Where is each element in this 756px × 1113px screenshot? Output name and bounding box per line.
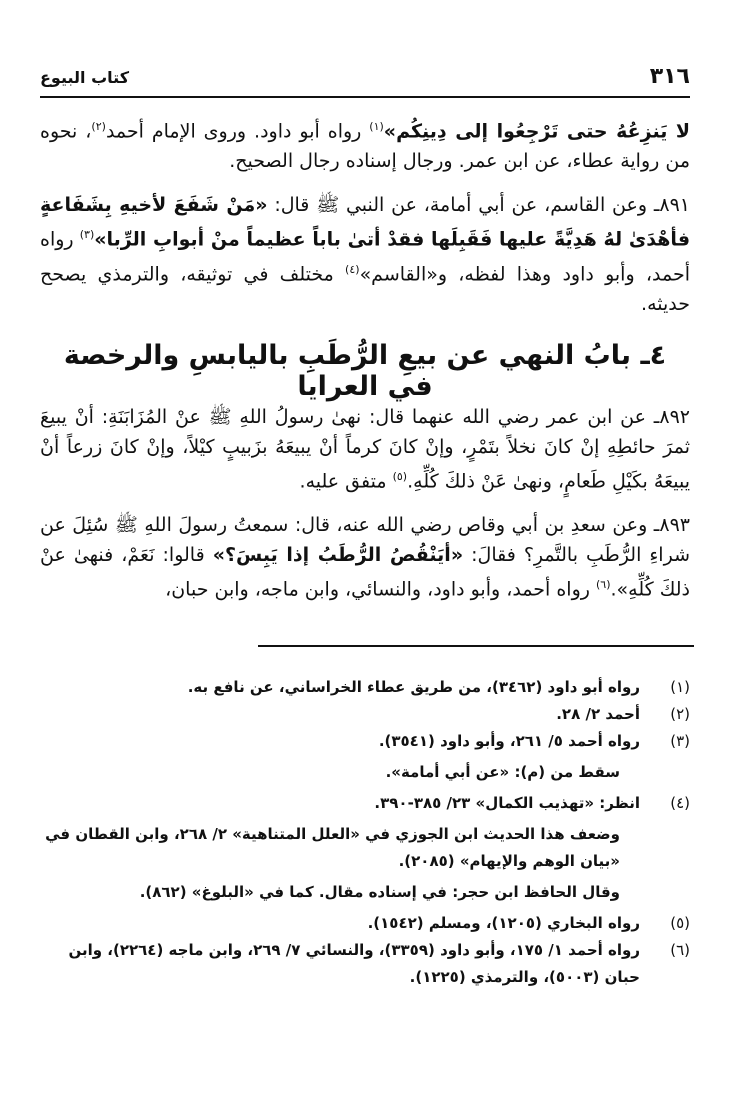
footnote-text: انظر: «تهذيب الكمال» ٢٣/ ٣٨٥-٣٩٠. [374,794,640,812]
footnote-text: رواه أحمد ٥/ ٢٦١، وأبو داود (٣٥٤١). [378,732,640,750]
footnote-divider [258,645,694,647]
page-header [40,62,690,98]
hadith-893-tail: رواه أحمد، وأبو داود، والنسائي، وابن ماجه، وابن حبان، [165,578,596,601]
footnote-number: (٥) [670,914,690,932]
footnote-number: (٢) [670,705,690,723]
footnote-3-note: سقط من (م): «عن أبي أمامة». [385,763,620,781]
footnote-4-note-2: وقال الحافظ ابن حجر: في إسناده مقال. كما في «البلوغ» (٨٦٢). [139,883,620,901]
footnote-3 [40,728,690,755]
footnote-ref-4: (٤) [345,262,360,276]
footnote-2 [40,701,690,728]
footnote-4 [40,790,690,817]
footnote-text: رواه البخاري (١٢٠٥)، ومسلم (١٥٤٢). [367,914,640,932]
intro-quote: لا يَنزِعُهُ حتى تَرْجِعُوا إلى دِينِكُم» [383,120,691,143]
footnote-number: (٦) [670,941,690,959]
hadith-892 [40,402,690,496]
footnotes [40,674,690,991]
chapter-heading: ٤ـ بابُ النهي عن بيعِ الرُّطَبِ باليابسِ والرخصة في العرايا [63,340,667,402]
hadith-891-lead: ٨٩١ـ وعن القاسم، عن أبي أمامة، عن النبي ﷺ قال: [267,194,691,217]
page-number: ٣١٦ [649,64,690,89]
footnote-ref-6: (٦) [595,578,611,592]
hadith-891-text-1: رواه أحمد، وأبو داود وهذا لفظه، و«القاسم» [40,228,690,285]
hadith-891-text-2: مختلف في توثيقه، والترمذي يصحح حديثه. [40,262,690,315]
hadith-893-text-2: قالوا: نَعَمْ، فنهىٰ عنْ ذلكَ كُلِّهِ». [40,544,690,601]
footnote-number: (١) [670,678,690,696]
hadith-893-quote: «أيَنْقُصُ الرُّطَبُ إذا يَبِسَ؟» [212,544,464,567]
footnote-text: أحمد ٢/ ٢٨. [556,705,640,723]
footnote-ref-1: (١) [369,120,384,133]
intro-text-2: ، نحوه من رواية عطاء، عن ابن عمر. ورجال إسناده رجال الصحيح. [40,120,690,173]
hadith-893 [40,510,690,604]
footnote-text: رواه أحمد ١/ ١٧٥، وأبو داود (٣٣٥٩)، والنسائي ٧/ ٢٦٩، وابن ماجه (٢٢٦٤)، وابن حبان (٥٠٠٣)، والترمذي (١٢٢٥). [68,941,640,986]
intro-text-1: رواه أبو داود. وروى الإمام أحمد [105,120,370,143]
footnote-ref-5: (٥) [392,470,408,483]
footnote-number: (٣) [670,732,690,750]
book-title: كتاب البيوع [40,68,130,87]
footnote-text: رواه أبو داود (٣٤٦٢)، من طريق عطاء الخراساني، عن نافع به. [187,678,640,696]
hadith-892-tail: متفق عليه. [299,470,393,493]
footnote-ref-2: (٢) [91,120,106,133]
main-text-bottom [40,402,690,619]
footnote-ref-3: (٣) [79,228,95,242]
footnote-6 [40,937,690,991]
hadith-891 [40,190,690,319]
hadith-892-text: ٨٩٢ـ عن ابن عمر رضي الله عنهما قال: نهىٰ رسولُ اللهِ ﷺ عنْ المُزَابَنَةِ: أنْ يبيعَ ثمرَ حائطِهِ إنْ كانَ نخلاً بتَمْرٍ، وإنْ كانَ كرماً أنْ يبيعَهُ بزَبيبٍ كيْلاً، وإنْ كانَ زرعاً أنْ يبيعَهُ بكَيْلِ طَعامٍ، ونهىٰ عَنْ ذلكَ كُلِّهِ. [40,406,690,493]
main-text-top [40,112,690,333]
footnote-5 [40,910,690,937]
intro-paragraph [40,112,690,176]
footnote-number: (٤) [670,794,690,812]
hadith-891-quote: «مَنْ شَفَعَ لأخيهِ بِشَفَاعةٍ فأهْدَىٰ لهُ هَدِيَّةً عليها فَقَبِلَها فقدْ أتىٰ باباً عظيماً منْ أبوابِ الرِّبا» [40,194,691,251]
footnote-4-note-1: وضعف هذا الحديث ابن الجوزي في «العلل المتناهية» ٢/ ٢٦٨، وابن القطان في «بيان الوهم والإيهام» (٢٠٨٥). [45,825,620,870]
footnote-1 [40,674,690,701]
hadith-893-text: ٨٩٣ـ وعن سعدِ بن أبي وقاص رضي الله عنه، قال: سمعتُ رسولَ اللهِ ﷺ سُئِلَ عن شراءِ الرُّطَبِ بالتَّمرِ؟ فقالَ: [40,514,690,567]
